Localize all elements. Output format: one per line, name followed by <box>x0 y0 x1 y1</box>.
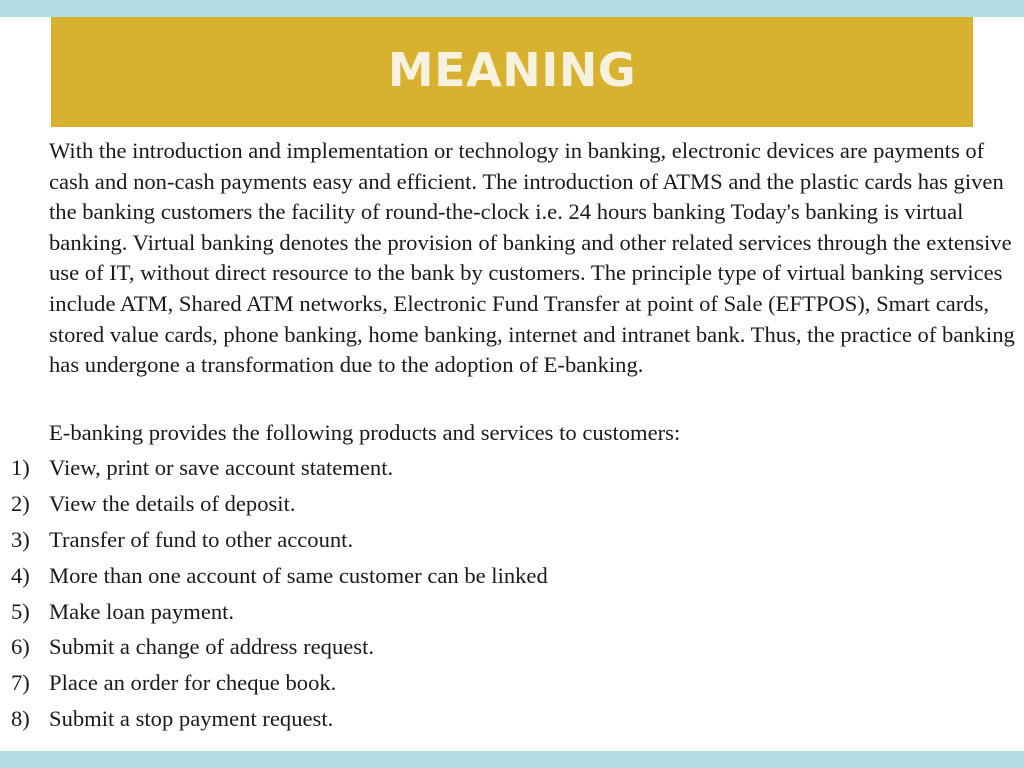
list-item-text: View, print or save account statement. <box>49 455 394 480</box>
list-item-number: 8) <box>11 706 30 732</box>
list-item <box>0 452 1000 488</box>
top-decorative-band <box>0 0 1024 17</box>
list-item <box>0 667 1000 703</box>
list-item-number: 3) <box>11 526 30 552</box>
list-item-number: 4) <box>11 562 30 588</box>
list-item-text: Make loan payment. <box>49 598 235 624</box>
bottom-decorative-band <box>0 751 1024 768</box>
list-item <box>0 524 1000 560</box>
list-item <box>0 488 1000 524</box>
list-item-number: 5) <box>11 598 30 624</box>
list-item-text: Submit a change of address request. <box>49 634 375 660</box>
list-item <box>0 596 1000 632</box>
list-item-number: 6) <box>11 634 30 660</box>
list-intro: E-banking provides the following products and services to customers: <box>49 420 681 445</box>
list-item <box>0 560 1000 596</box>
list-item-text: Transfer of fund to other account. <box>49 526 354 552</box>
title-banner <box>51 17 973 127</box>
list-item-text: View the details of deposit. <box>49 490 296 516</box>
list-item-number: 2) <box>11 490 30 516</box>
list-item-number: 7) <box>11 670 30 696</box>
list-item <box>0 631 1000 667</box>
list-item-text: More than one account of same customer can be linked <box>49 562 548 588</box>
services-list <box>0 452 1000 739</box>
list-item <box>0 703 1000 739</box>
list-item-text: Submit a stop payment request. <box>49 706 334 732</box>
slide-title: MEANING <box>387 43 637 97</box>
list-item-number: 1) <box>11 455 30 480</box>
body-paragraph: With the introduction and implementation or technology in banking, electronic devices are payments of cash and non-cash payments easy and efficient. The introduction of ATMS and the plastic cards has given the banking customers the facility of round-the-clock i.e. 24 hours banking Today's banking is virtual banking. Virtual banking denotes the provision of banking and other related services through the extensive use of IT, without direct resource to the bank by customers. The principle type of virtual banking services include ATM, Shared ATM networks, Electronic Fund Transfer at point of Sale (EFTPOS), Smart cards, stored value cards, phone banking, home banking, internet and intranet bank. Thus, the practice of banking has undergone a transformation due to the adoption of E-banking. <box>49 138 1015 378</box>
list-item-text: Place an order for cheque book. <box>49 670 337 696</box>
